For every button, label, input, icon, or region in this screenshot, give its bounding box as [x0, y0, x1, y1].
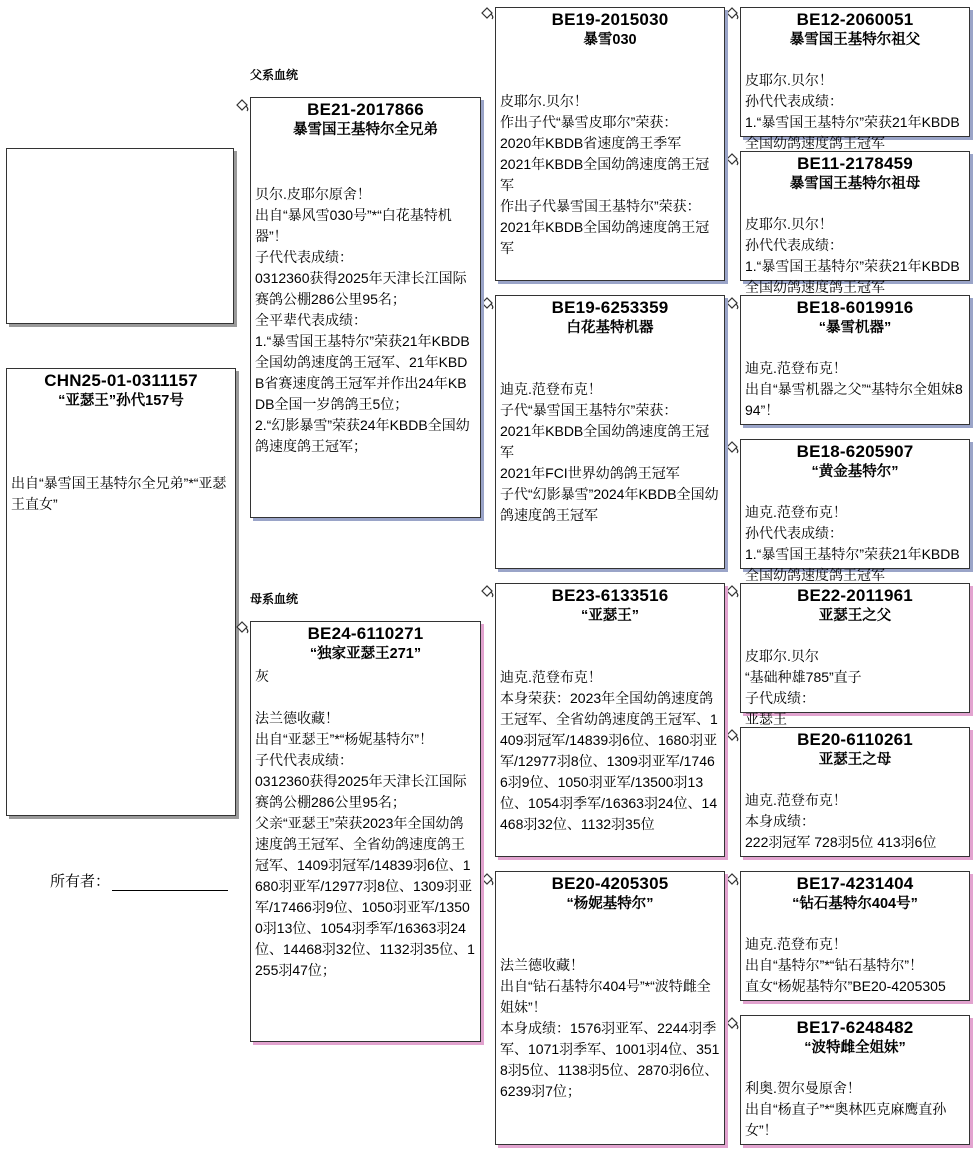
bucket-icon	[724, 6, 740, 22]
ring-number: BE20-6110261	[797, 730, 913, 749]
pigeon-description: 法兰德收藏！ 出自“钻石基特尔404号”*“波特雌全姐妹”！ 本身成绩：1576羽亚军、2244羽季军、1071羽季军、1001羽4位、3518羽5位、1138羽5位、2870羽6位、6239羽7位；	[500, 957, 720, 1099]
sire-ring-number: BE21-2017866	[307, 100, 424, 119]
grandsire-maternal-card[interactable]	[495, 583, 725, 857]
ring-number: BE18-6019916	[796, 298, 914, 317]
pigeon-description: 迪克.范登布克！ 本身荣获：2023年全国幼鸽速度鸽王冠军、全省幼鸽速度鸽王冠军、1409羽冠军/14839羽6位、1680羽亚军/12977羽8位、1309羽亚军/17466羽9位、1050羽亚军/13500羽13位、1054羽季军/16363羽24位、14468羽32位、1132羽35位	[500, 669, 718, 832]
dam-color: 灰	[255, 668, 269, 684]
bucket-icon	[724, 296, 740, 312]
bucket-icon	[724, 1016, 740, 1032]
great-grandparent-card-3[interactable]	[740, 295, 970, 425]
pigeon-description: 皮耶尔.贝尔 “基础种雄785”直子 子代成绩： 亚瑟王	[745, 648, 862, 727]
pigeon-name: 亚瑟王之母	[818, 752, 892, 768]
sire-description: 贝尔.皮耶尔原舍！ 出自“暴风雪030号”*“白花基特机器”！ 子代代表成绩： 0312360获得2025年天津长江国际赛鸽公棚286公里95名； 全平辈代表成绩： 1.“暴雪国王基特尔”荣获21年KBDB全国幼鸽速度鸽王冠军、21年KBDB省赛速度鸽王冠军并作出24年KBDB全国一岁鸽鸽王5位； 2.“幻影暴雪”荣获24年KBDB全国幼鸽速度鸽王冠军；	[255, 186, 470, 454]
pigeon-photo-frame	[6, 148, 234, 324]
ring-number: BE22-2011961	[797, 586, 913, 605]
subject-ring-number: CHN25-01-0311157	[44, 371, 198, 390]
pigeon-name: “钻石基特尔404号”	[792, 896, 918, 912]
pigeon-name: 亚瑟王之父	[818, 608, 892, 624]
ring-number: BE12-2060051	[796, 10, 914, 29]
bucket-icon	[724, 728, 740, 744]
pigeon-name: “暴雪机器”	[818, 320, 892, 336]
great-grandparent-card-6[interactable]	[740, 727, 970, 857]
pigeon-description: 皮耶尔.贝尔！ 作出子代“暴雪皮耶尔”荣获： 2020年KBDB省速度鸽王季军 2021年KBDB全国幼鸽速度鸽王冠军 作出子代暴雪国王基特尔”荣获： 2021年KBDB全国幼鸽速度鸽王冠军	[500, 93, 710, 256]
bucket-icon	[234, 620, 250, 636]
sire-name: 暴雪国王基特尔全兄弟	[293, 122, 438, 138]
pigeon-name: 暴雪国王基特尔祖父	[789, 32, 921, 48]
owner-blank-line[interactable]	[112, 874, 228, 891]
bucket-icon	[724, 584, 740, 600]
subject-card[interactable]	[6, 368, 236, 816]
ring-number: BE17-4231404	[796, 874, 914, 893]
bucket-icon	[479, 6, 495, 22]
bucket-icon	[724, 440, 740, 456]
pigeon-name: “黄金基特尔”	[811, 464, 899, 480]
pigeon-name: 白花基特机器	[566, 320, 654, 336]
bucket-icon	[479, 872, 495, 888]
great-grandparent-card-1[interactable]	[740, 7, 970, 151]
dam-description: 法兰德收藏！ 出自“亚瑟王”*“杨妮基特尔”！ 子代代表成绩： 0312360获得2025年天津长江国际赛鸽公棚286公里95名； 父亲“亚瑟王”荣获2023年全国幼鸽速度鸽王冠军、全省幼鸽速度鸽王冠军、1409羽冠军/14839羽6位、1680羽亚军/12977羽8位、1309羽亚军/17466羽9位、1050羽亚军/13500羽13位、1054羽季军/16363羽24位、14468羽32位、1132羽35位、1255羽47位；	[255, 710, 475, 978]
ring-number: BE18-6205907	[796, 442, 914, 461]
owner-field[interactable]	[50, 870, 228, 891]
granddam-paternal-card[interactable]	[495, 295, 725, 569]
mother-line-label: 母系血统	[250, 592, 299, 606]
bucket-icon	[234, 98, 250, 114]
dam-ring-number: BE24-6110271	[307, 624, 424, 643]
great-grandparent-card-2[interactable]	[740, 151, 970, 295]
bucket-icon	[724, 152, 740, 168]
ring-number: BE20-4205305	[551, 874, 669, 893]
great-grandparent-card-4[interactable]	[740, 439, 970, 583]
pigeon-description: 皮耶尔.贝尔！ 孙代代表成绩： 1.“暴雪国王基特尔”荣获21年KBDB全国幼鸽速度鸽王冠军	[745, 72, 960, 151]
pigeon-description: 迪克.范登布克！ 孙代代表成绩： 1.“暴雪国王基特尔”荣获21年KBDB全国幼鸽速度鸽王冠军	[745, 504, 960, 583]
ring-number: BE17-6248482	[796, 1018, 914, 1037]
pigeon-description: 皮耶尔.贝尔！ 孙代代表成绩： 1.“暴雪国王基特尔”荣获21年KBDB全国幼鸽速度鸽王冠军	[745, 216, 960, 295]
pigeon-name: 暴雪国王基特尔祖母	[789, 176, 921, 192]
pigeon-name: “波特雌全姐妹”	[804, 1040, 906, 1056]
bucket-icon	[479, 584, 495, 600]
dam-card[interactable]	[250, 621, 481, 1042]
subject-description: 出自“暴雪国王基特尔全兄弟”*“亚瑟王直女”	[11, 475, 227, 512]
dam-name: “独家亚瑟王271”	[309, 646, 422, 662]
pigeon-name: “亚瑟王”	[581, 608, 639, 624]
sire-card[interactable]	[250, 97, 481, 518]
great-grandparent-card-5[interactable]	[740, 583, 970, 727]
pigeon-description: 迪克.范登布克！ 出自“基特尔”*“钻石基特尔”！ 直女“杨妮基特尔”BE20-4205305	[745, 936, 946, 994]
ring-number: BE11-2178459	[797, 154, 913, 173]
pigeon-name: “杨妮基特尔”	[566, 896, 654, 912]
bucket-icon	[724, 872, 740, 888]
pigeon-name: 暴雪030	[583, 32, 637, 48]
owner-label: 所有者：	[50, 873, 111, 890]
ring-number: BE19-6253359	[551, 298, 669, 317]
bucket-icon	[479, 296, 495, 312]
ring-number: BE23-6133516	[551, 586, 669, 605]
father-line-label: 父系血统	[250, 68, 299, 82]
pigeon-description: 利奥.贺尔曼原舍！ 出自“杨直子”*“奥林匹克麻鹰直孙女”！	[745, 1080, 947, 1138]
subject-name: “亚瑟王”孙代157号	[58, 393, 184, 409]
pigeon-description: 迪克.范登布克！ 本身成绩： 222羽冠军 728羽5位 413羽6位	[745, 792, 937, 850]
great-grandparent-card-7[interactable]	[740, 871, 970, 1001]
great-grandparent-card-8[interactable]	[740, 1015, 970, 1145]
granddam-maternal-card[interactable]	[495, 871, 725, 1145]
pigeon-description: 迪克.范登布克！ 出自“暴雪机器之父”“基特尔全姐妹894”！	[745, 360, 963, 418]
ring-number: BE19-2015030	[551, 10, 669, 29]
grandsire-paternal-card[interactable]	[495, 7, 725, 281]
pigeon-description: 迪克.范登布克！ 子代“暴雪国王基特尔”荣获： 2021年KBDB全国幼鸽速度鸽王冠军 2021年FCI世界幼鸽鸽王冠军 子代“幻影暴雪”2024年KBDB全国幼鸽速度鸽王冠军	[500, 381, 719, 523]
